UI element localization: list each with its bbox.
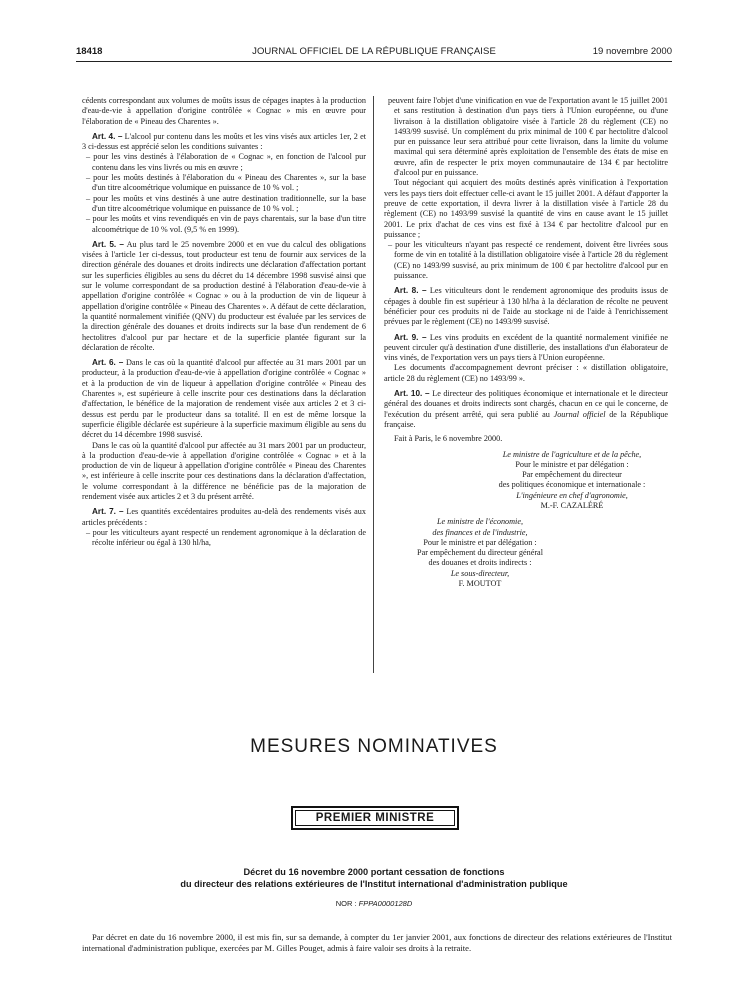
paragraph: Tout négociant qui acquiert des moûts destinés après vinification à l'exportation vers les pays tiers doit effectuer celle-ci avant le 15 juillet 2001. A défaut d'apporter la preuve de cette exportation, il devra livrer à la distillation visée à l'article 28 du règlement (CE) no 1493/99 susvisé la quantité de vins en cause avant le 15 juillet 2001. Le prix d'achat de ces vins est fixé à 134 € par hectolitre d'alcool pur en puissance ;	[384, 178, 668, 239]
article-label: Art. 5. –	[92, 239, 124, 249]
header-rule	[76, 61, 672, 62]
page-number: 18418	[76, 46, 103, 57]
signatory-name: F. MOUTOT	[458, 579, 502, 589]
signatory-role: L'ingénieure en chef d'agronomie,	[516, 490, 628, 500]
journal-reference: Journal officiel	[553, 409, 606, 419]
article-7	[82, 507, 366, 528]
article-9	[384, 333, 668, 364]
decree-title	[76, 867, 672, 890]
article-5	[82, 240, 366, 353]
left-column	[82, 96, 366, 548]
article-label: Art. 8. –	[394, 286, 427, 296]
article-10	[384, 389, 668, 430]
article-label: Art. 7. –	[92, 507, 124, 517]
article-text: Les quantités excédentaires produites au-delà des rendements visés aux articles précédents :	[82, 507, 366, 527]
article-8	[384, 286, 668, 327]
list-item: – pour les moûts et vins destinés à une autre destination traditionnelle, sur la base d'un titre alcoométrique volumique en puissance de 10 % vol. ;	[86, 193, 366, 213]
article-text: Au plus tard le 25 novembre 2000 et en vue du calcul des obligations visées à l'article 1er ci-dessus, tout producteur est tenu de fournir aux services de la direction générale des douanes et droits indirects une déclaration d'affectation portant sur les superficies éligibles au sens du décret du 14 décembre 1998 susvisé ainsi que sur le volume correspondant de sa production destiné à l'élaboration d'eau-de-vie à appellation d'origine contrôlée « Cognac » ou à la production de vin de liqueur à appellation d'origine contrôlée « Pineau des Charentes ». A défaut de cette déclaration, la quantité normalement vinifiée (QNV) du producteur est évaluée par les services de la direction générale des douanes et droits indirects sur la base d'un rendement de 6 hectolitres d'alcool pur par hectare et de la superficie plantée figurant sur la déclaration de récolte.	[82, 239, 366, 352]
article-text: Les viticulteurs dont le rendement agronomique des produits issus de cépages à double fin est supérieur à 130 hl/ha à la déclaration de récolte ne peuvent bénéficier pour ces produits ni de l'aide au stockage ni de l'aide à l'enrichissement prévues par le règlement (CE) no 1493/99 susvisé.	[384, 286, 668, 327]
list-item: – pour les moûts et vins revendiqués en vin de pays charentais, sur la base d'un titre alcoométrique de 10 % vol. (9,5 % en 1999).	[86, 214, 366, 234]
signatory-role: Le sous-directeur,	[450, 568, 510, 578]
continued-paragraph: cédents correspondant aux volumes de moûts issus de cépages inaptes à la production d'eau-de-vie à appellation d'origine contrôlée « Cognac » mis en œuvre pour l'élaboration de « Pineau des Charentes ».	[82, 96, 366, 126]
article-text: Les vins produits en excédent de la quantité normalement vinifiée ne peuvent circuler qu'à destination d'une distillerie, des installations d'un élaborateur de vins vinés, de l'exportation vers un pays tiers à l'Union européenne.	[384, 332, 668, 363]
page-header	[76, 44, 672, 60]
signatory-title: Le ministre de l'économie,	[436, 517, 524, 527]
article-text: Le directeur des politiques économique et internationale et le directeur général des douanes et droits indirects sont chargés, chacun en ce qui le concerne, de l'exécution du présent arrêté, qui sera publié au	[384, 389, 669, 419]
signatory-name: M.-F. CAZALÉRÉ	[540, 500, 604, 510]
ministry-heading: PREMIER MINISTRE	[291, 806, 459, 830]
decree-title-line: du directeur des relations extérieures de l'Institut international d'administration publique	[180, 878, 568, 889]
article-4	[82, 132, 366, 153]
delegation-line: Par empêchement du directeur	[522, 470, 622, 480]
continued-list-item: peuvent faire l'objet d'une vinification en vue de l'exportation avant le 15 juillet 2001 et sans restitution à destination d'un pays tiers à l'Union européenne, ou d'une livraison à la distillation obligatoire visée à l'article 28 du règlement (CE) no 1493/99 susvisé. Un complément du prix minimal de 100 € par hectolitre d'alcool pur en puissance leur sera attribué pour cette livraison, dans la limite du volume maximal qui sera déterminé après exploitation de l'ensemble des états de mise en œuvre, afin de respecter le prix moyen communautaire de 134 € par hectolitre d'alcool pur en puissance.	[388, 96, 668, 178]
delegation-line: des douanes et droits indirects :	[428, 558, 532, 568]
signatory-title: Le ministre de l'agriculture et de la pêche,	[502, 449, 642, 459]
article-text: Dans le cas où la quantité d'alcool pur affectée au 31 mars 2001 par un producteur, à la production d'eau-de-vie à appellation d'origine contrôlée « Cognac » et à la production de vin de liqueur à appellation d'origine contrôlée « Pineau des Charentes », est supérieure à celle inscrite pour ces destinations dans la déclaration d'affectation, le bénéfice de la majoration de rendement visée aux articles 2 et 3 ci-dessus est perdu par le producteur dans sa totalité. Il en est de même lorsque la superficie éligible déclarée est supérieure à la superficie maximum éligible au sens du décret du 14 décembre 1998 susvisé.	[82, 358, 367, 440]
decree-title-line: Décret du 16 novembre 2000 portant cessation de fonctions	[243, 867, 505, 877]
signature-block-agriculture	[384, 450, 668, 512]
decree-body: Par décret en date du 16 novembre 2000, il est mis fin, sur sa demande, à compter du 1er janvier 2001, aux fonctions de directeur des relations extérieures de l'Institut international d'administration publique, exercées par M. Gilles Pouget, admis à faire valoir ses droits à la retraite.	[82, 932, 672, 953]
section-title: MESURES NOMINATIVES	[250, 736, 498, 757]
nor-code: FPPA0000128D	[358, 899, 413, 908]
issue-date: 19 novembre 2000	[592, 46, 672, 57]
article-label: Art. 10. –	[394, 389, 430, 399]
list-item: – pour les viticulteurs n'ayant pas respecté ce rendement, doivent être livrées sous forme de vin en totalité à la distillation obligatoire visée à l'article 28 du règlement (CE) no 1493/99 susvisé, au prix minimum de 100 € par hectolitre d'alcool pur en puissance.	[388, 240, 668, 281]
article-6	[82, 358, 366, 440]
article-6-paragraph-2: Dans le cas où la quantité d'alcool pur affectée au 31 mars 2001 par un producteur, à la production d'eau-de-vie à appellation d'origine contrôlée « Cognac » et à la production de vin de liqueur à appellation d'origine contrôlée « Pineau des Charentes », est inférieure à celle inscrite pour ces destinations dans la déclaration d'affectation, le volume correspondant à la différence ne bénéficie pas de la majoration de rendement visée aux articles 2 et 3 du présent arrêté.	[82, 440, 366, 501]
delegation-line: des politiques économique et internationale :	[498, 480, 646, 490]
right-column	[384, 96, 668, 589]
signatory-title: des finances et de l'industrie,	[432, 527, 528, 537]
signature-block-economie	[384, 517, 668, 589]
nor-reference	[76, 899, 672, 908]
delegation-line: Pour le ministre et par délégation :	[423, 537, 537, 547]
delegation-line: Pour le ministre et par délégation :	[515, 459, 629, 469]
article-label: Art. 4. –	[92, 131, 123, 141]
nor-label: NOR :	[335, 899, 359, 908]
list-item: – pour les viticulteurs ayant respecté un rendement agronomique à la déclaration de récolte inférieur ou égal à 130 hl/ha,	[86, 527, 366, 548]
list-item: – pour les vins destinés à l'élaboration de « Cognac », en fonction de l'alcool pur contenu dans les vins livrés ou mis en œuvre ;	[86, 152, 366, 172]
column-divider	[373, 96, 374, 673]
article-label: Art. 6. –	[92, 358, 124, 368]
signature-date: Fait à Paris, le 6 novembre 2000.	[394, 434, 503, 444]
article-9-paragraph-2: Les documents d'accompagnement devront préciser : « distillation obligatoire, article 28 du règlement (CE) no 1493/99 ».	[384, 363, 668, 383]
article-label: Art. 9. –	[394, 332, 427, 342]
article-text-end: de la République française.	[384, 409, 669, 429]
delegation-line: Par empêchement du directeur général	[417, 548, 543, 558]
article-text: L'alcool pur contenu dans les moûts et les vins visés aux articles 1er, 2 et 3 ci-dessus est apprécié selon les conditions suivantes :	[82, 131, 366, 152]
journal-title: JOURNAL OFFICIEL DE LA RÉPUBLIQUE FRANÇAISE	[252, 46, 496, 57]
list-item: – pour les moûts destinés à l'élaboration du « Pineau des Charentes », sur la base d'un titre alcoométrique volumique en puissance de 10 % vol. ;	[86, 173, 366, 193]
